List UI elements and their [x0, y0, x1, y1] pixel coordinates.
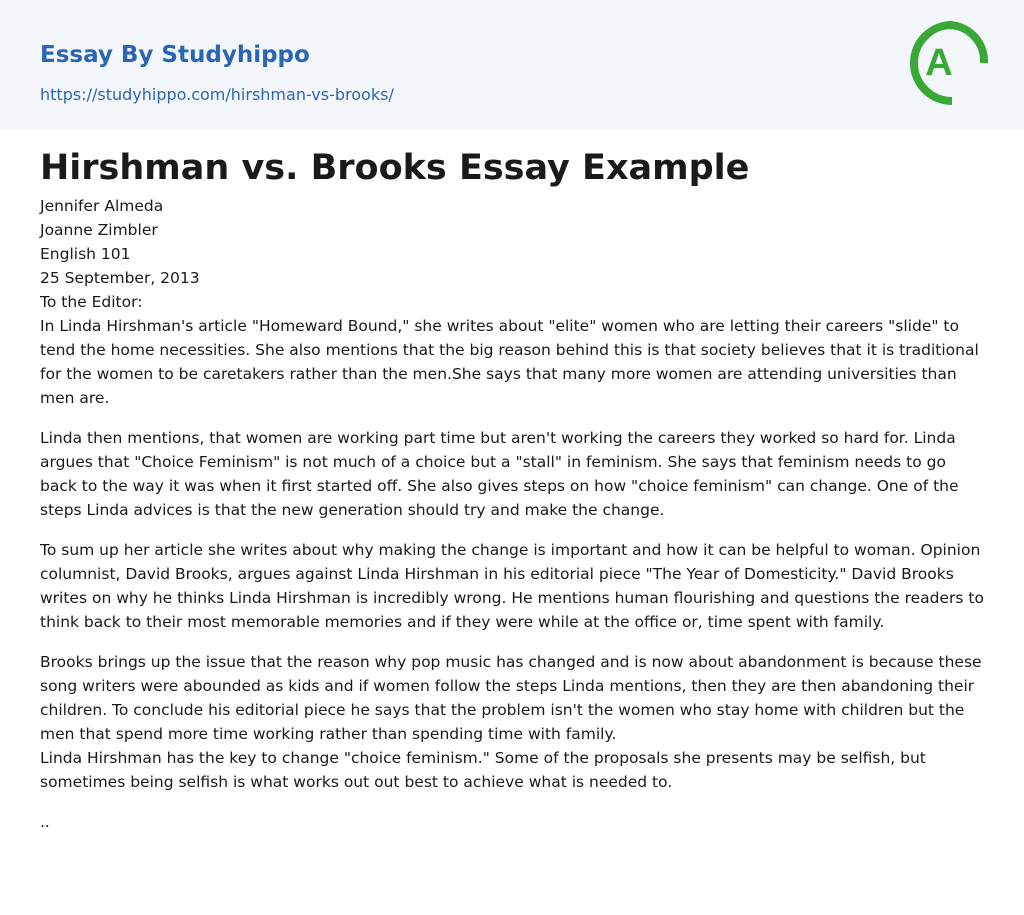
studyhippo-logo-icon[interactable]	[910, 17, 990, 107]
essay-url-link[interactable]: https://studyhippo.com/hirshman-vs-brooks/	[40, 85, 394, 104]
essay-paragraph: Brooks brings up the issue that the reason why pop music has changed and is now about abandonment is because these song writers were abounded as kids and if women follow the steps Linda mentions, then they are then abandoning their children. To conclude his editorial piece he says that the problem isn't the women who stay home with children but the men that spend more time working rather than spending time with family.	[40, 653, 982, 743]
essay-salutation: To the Editor:	[40, 293, 143, 311]
essay-date: 25 September, 2013	[40, 269, 200, 287]
essay-author: Jennifer Almeda	[40, 197, 164, 215]
essay-paragraph: In Linda Hirshman's article "Homeward Bound," she writes about "elite" women who are letting their careers "slide" to tend the home necessities. She also mentions that the big reason behind this is that society believes that it is traditional for the women to be caretakers rather than the men.She says that many more women are attending universities than men are.	[40, 317, 979, 407]
essay-paragraph: Linda Hirshman has the key to change "choice feminism." Some of the proposals she presents may be selfish, but sometimes being selfish is what works out out best to achieve what is needed to.	[40, 749, 926, 791]
site-brand[interactable]: Essay By Studyhippo	[40, 42, 310, 68]
site-header	[0, 0, 1024, 129]
essay-ending: ..	[40, 813, 50, 831]
essay-instructor: Joanne Zimbler	[40, 221, 158, 239]
essay-title: Hirshman vs. Brooks Essay Example	[40, 148, 750, 188]
essay-paragraph: Linda then mentions, that women are working part time but aren't working the careers they worked so hard for. Linda argues that "Choice Feminism" is not much of a choice but a "stall" in feminism. She says that feminism needs to go back to the way it was when it first started off. She also gives steps on how "choice feminism" can change. One of the steps Linda advices is that the new generation should try and make the change.	[40, 429, 959, 519]
essay-course: English 101	[40, 245, 131, 263]
essay-paragraph: To sum up her article she writes about why making the change is important and how it can be helpful to woman. Opinion columnist, David Brooks, argues against Linda Hirshman in his editorial piece "The Year of Domesticity." David Brooks writes on why he thinks Linda Hirshman is incredibly wrong. He mentions human flourishing and questions the readers to think back to their most memorable memories and if they were while at the office or, time spent with family.	[40, 541, 984, 631]
logo-letter: A	[925, 42, 953, 84]
essay-body	[40, 194, 987, 834]
